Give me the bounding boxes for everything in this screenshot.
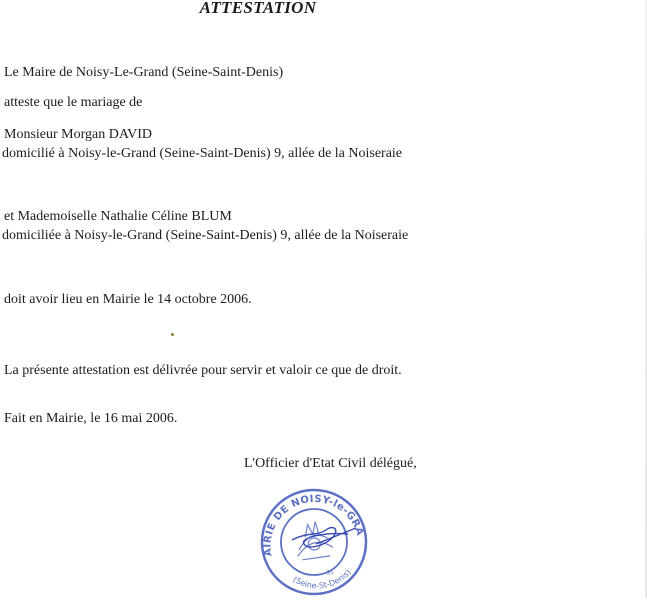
- attests-line: atteste que le mariage de: [4, 95, 143, 110]
- signer-title: L'Officier d'Etat Civil délégué,: [244, 456, 417, 471]
- official-stamp: [256, 484, 372, 596]
- groom-address: domicilié à Noisy-le-Grand (Seine-Saint-Denis) 9, allée de la Noiseraie: [2, 146, 403, 161]
- mayor-line: Le Maire de Noisy-Le-Grand (Seine-Saint-Denis): [4, 65, 284, 80]
- stamp-seal-icon: [256, 484, 372, 596]
- purpose-line: La présente attestation est délivrée pour servir et valoir ce que de droit.: [4, 363, 402, 378]
- stamp-top-text: MAIRIE DE NOISY-le-GRAND: [262, 493, 366, 557]
- stamp-number: 31: [325, 568, 335, 577]
- document-title: ATTESTATION: [199, 0, 317, 17]
- wedding-date-line: doit avoir lieu en Mairie le 14 octobre 2006.: [4, 292, 252, 307]
- done-at-line: Fait en Mairie, le 16 mai 2006.: [4, 411, 178, 426]
- scan-speck: [171, 333, 174, 336]
- stamp-bottom-text: (Seine-St-Denis): [291, 567, 353, 591]
- groom-name: Monsieur Morgan DAVID: [4, 127, 153, 142]
- bride-name: et Mademoiselle Nathalie Céline BLUM: [4, 209, 232, 224]
- bride-address: domiciliée à Noisy-le-Grand (Seine-Saint-Denis) 9, allée de la Noiseraie: [2, 228, 409, 243]
